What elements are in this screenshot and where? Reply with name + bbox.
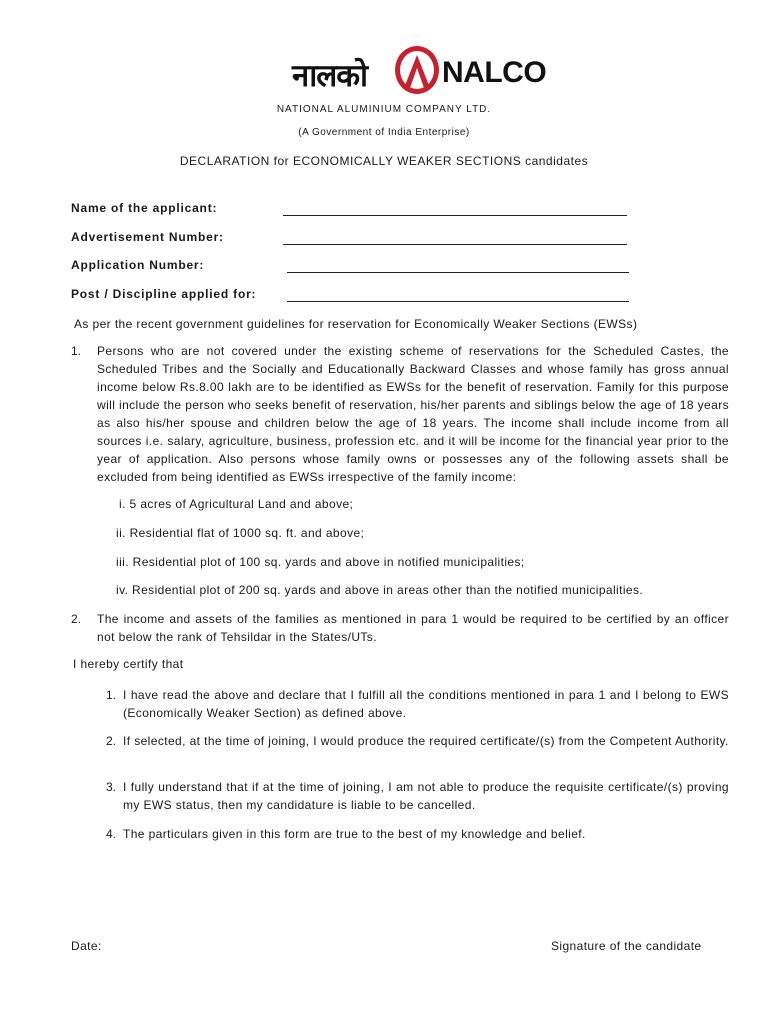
field-label-post: Post / Discipline applied for: bbox=[71, 287, 257, 301]
govt-enterprise: (A Government of India Enterprise) bbox=[298, 127, 470, 138]
asset-item: iv. Residential plot of 200 sq. yards and above in areas other than the notified municipalities. bbox=[116, 583, 644, 597]
asset-item: i. 5 acres of Agricultural Land and above; bbox=[119, 497, 354, 511]
point-number: 1. bbox=[71, 344, 82, 358]
field-label-application: Application Number: bbox=[71, 258, 205, 272]
field-label-name: Name of the applicant: bbox=[71, 201, 218, 215]
logo-hindi-text: नालको bbox=[292, 58, 368, 94]
certify-text: I have read the above and declare that I fulfill all the conditions mentioned in para 1 and I belong to EWS (Economically Weaker Section) as defined above. bbox=[123, 688, 729, 720]
certify-text: If selected, at the time of joining, I would produce the required certificate/(s) from the Competent Authority. bbox=[123, 734, 729, 748]
point-text: Persons who are not covered under the existing scheme of reservations for the Scheduled Castes, the Scheduled Tribes and the Socially and Educationally Backward Classes and whose family has gross annual income below Rs.8.00 lakh are to be identified as EWSs for the benefit of reservation. Family for this purpose will include the person who seeks benefit of reservation, his/her parents and siblings below the age of 18 years as also his/her spouse and children below the age of 18 years. The income shall include income from all sources i.e. salary, agriculture, business, profession etc. and it will be income for the financial year prior to the year of application. Also persons whose family owns or possesses any of the following assets shall be excluded from being identified as EWSs irrespective of the family income: bbox=[97, 344, 729, 484]
point-text: The income and assets of the families as mentioned in para 1 would be required to be certified by an officer not below the rank of Tehsildar in the States/UTs. bbox=[97, 612, 729, 644]
certify-text: I fully understand that if at the time of joining, I am not able to produce the requisite certificate/(s) proving my EWS status, then my candidature is liable to be cancelled. bbox=[123, 780, 729, 812]
field-line-name[interactable] bbox=[283, 215, 627, 216]
point-number: 2. bbox=[71, 612, 82, 626]
intro-text: As per the recent government guidelines for reservation for Economically Weaker Sections (EWSs) bbox=[74, 317, 638, 331]
nalco-logo-icon bbox=[393, 44, 441, 96]
logo-row bbox=[0, 44, 768, 98]
declaration-title: DECLARATION for ECONOMICALLY WEAKER SECTIONS candidates bbox=[179, 154, 589, 168]
field-line-application[interactable] bbox=[287, 272, 629, 273]
certify-number: 2. bbox=[106, 734, 117, 748]
field-line-post[interactable] bbox=[287, 301, 629, 302]
certify-number: 3. bbox=[106, 780, 117, 794]
company-name: NATIONAL ALUMINIUM COMPANY LTD. bbox=[276, 104, 492, 115]
certify-number: 1. bbox=[106, 688, 117, 702]
certify-intro: I hereby certify that bbox=[73, 657, 184, 671]
signature-label: Signature of the candidate bbox=[551, 939, 702, 953]
field-label-advertisement: Advertisement Number: bbox=[71, 230, 224, 244]
asset-item: ii. Residential flat of 1000 sq. ft. and above; bbox=[116, 526, 365, 540]
asset-item: iii. Residential plot of 100 sq. yards and above in notified municipalities; bbox=[116, 555, 525, 569]
certify-text: The particulars given in this form are true to the best of my knowledge and belief. bbox=[123, 827, 586, 841]
logo-text: NALCO bbox=[442, 56, 547, 89]
certify-number: 4. bbox=[106, 827, 117, 841]
field-line-advertisement[interactable] bbox=[283, 244, 627, 245]
date-label: Date: bbox=[71, 939, 102, 953]
